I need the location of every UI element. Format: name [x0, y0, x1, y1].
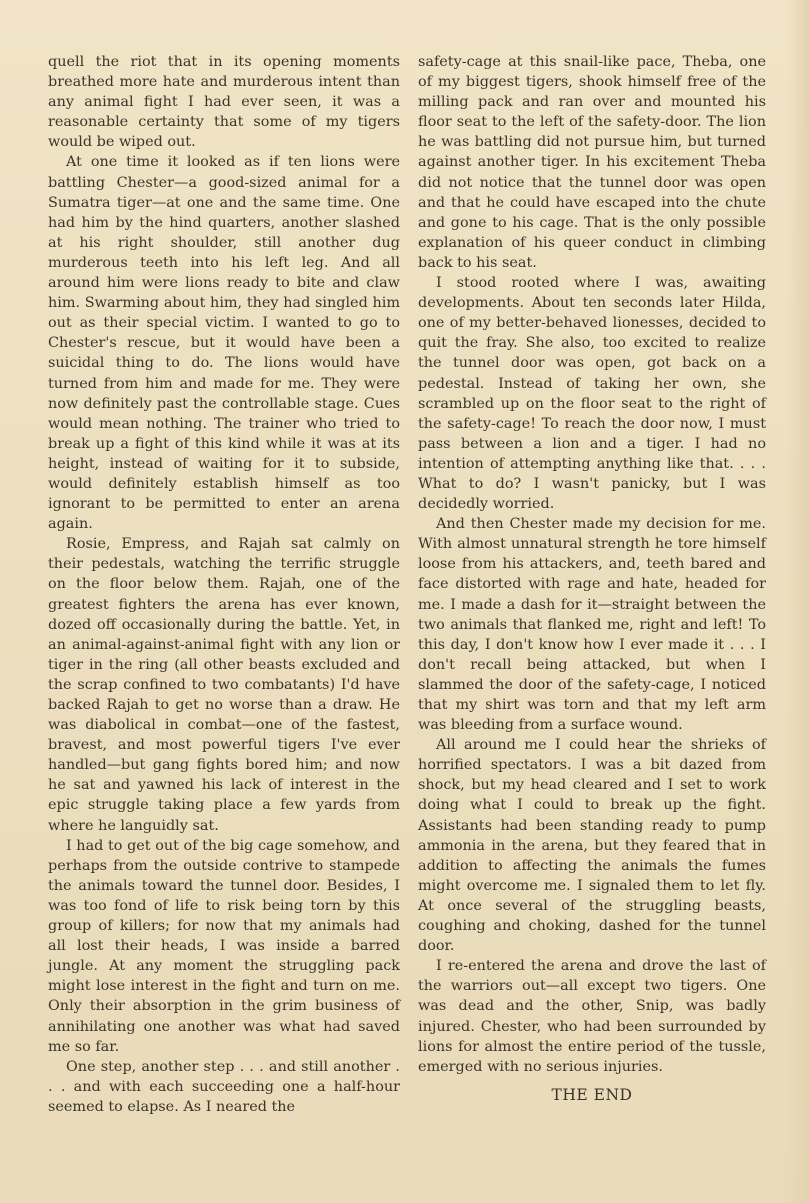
paragraph: safety-cage at this snail-like pace, Theba, one of my biggest tigers, shook himself free of the milling pack and ran over and mounted his floor seat to the left of the safety-door. The lion he was battling did not pursue him, but turned against another tiger. In his excitement Theba did not notice that the tunnel door was open and that he could have escaped into the chute and gone to his cage. That is the only possible explanation of his queer conduct in climbing back to his seat. [418, 54, 766, 271]
paragraph: At one time it looked as if ten lions were battling Chester—a good-sized animal for a Sumatra tiger—at one and the same time. One had him by the hind quarters, another slashed at his right shoulder, still another dug murderous teeth into his left leg. And all around him were lions ready to bite and claw him. Swarming about him, they had singled him out as their special victim. I wanted to go to Chester's rescue, but it would have been a suicidal thing to do. The lions would have turned from him and made for me. They were now definitely past the controllable stage. Cues would mean nothing. The trainer who tried to break up a fight of this kind while it was at its height, instead of waiting for it to subside, would definitely establish himself as too ignorant to be permitted to enter an arena again. [48, 154, 400, 533]
page-edge [787, 0, 809, 1203]
paragraph: I re-entered the arena and drove the last of the warriors out—all except two tigers. One was dead and the other, Snip, was badly injured. Chester, who had been surrounded by lions for almost the entire period of the tussle, emerged with no serious injuries. [418, 958, 766, 1075]
paragraph: I had to get out of the big cage somehow, and perhaps from the outside contrive to stampede the animals toward the tunnel door. Besides, I was too fond of life to risk being torn by this group of killers; for now that my animals had all lost their heads, I was inside a barred jungle. At any moment the struggling pack might lose interest in the fight and turn on me. Only their absorption in the grim business of annihilating one another was what had saved me so far. [48, 837, 400, 1055]
paragraph: quell the riot that in its opening moments breathed more hate and murderous intent than any animal fight I had ever seen, it was a reasonable certainty that some of my tigers would be wiped out. [48, 54, 400, 151]
right-column [418, 52, 766, 1105]
paragraph: And then Chester made my decision for me. With almost unnatural strength he tore himself loose from his attackers, and, teeth bared and face distorted with rage and hate, headed for me. I made a dash for it—straight between the two animals that flanked me, right and left! To this day, I don't know how I ever made it . . . I don't recall being attacked, but when I slammed the door of the safety-cage, I noticed that my shirt was torn and that my left arm was bleeding from a surface wound. [418, 516, 766, 734]
left-column [48, 52, 400, 1117]
paragraph: All around me I could hear the shrieks of horrified spectators. I was a bit dazed from shock, but my head cleared and I set to work doing what I could to break up the fight. Assistants had been standing ready to pump ammonia in the arena, but they feared that in addition to affecting the animals the fumes might overcome me. I signaled them to let fly. At once several of the struggling beasts, coughing and choking, dashed for the tunnel door. [418, 737, 766, 955]
paragraph: One step, another step . . . and still another . . . and with each succeeding one a half-hour seemed to elapse. As I neared the [48, 1058, 400, 1115]
paragraph: I stood rooted where I was, awaiting developments. About ten seconds later Hilda, one of my better-behaved lionesses, decided to quit the fray. She also, too excited to realize the tunnel door was open, got back on a pedestal. Instead of taking her own, she scrambled up on the floor seat to the right of the safety-cage! To reach the door now, I must pass between a lion and a tiger. I had no intention of attempting anything like that. . . . What to do? I wasn't panicky, but I was decidedly worried. [418, 275, 766, 513]
the-end-label: THE END [551, 1085, 633, 1104]
paragraph: Rosie, Empress, and Rajah sat calmly on their pedestals, watching the terrific struggle on the floor below them. Rajah, one of the greatest fighters the arena has ever known, dozed off occasionally during the battle. Yet, in an animal-against-animal fight with any lion or tiger in the ring (all other beasts excluded and the scrap confined to two combatants) I'd have backed Rajah to get no worse than a draw. He was diabolical in combat—one of the fastest, bravest, and most powerful tigers I've ever handled—but gang fights bored him; and now he sat and yawned his lack of interest in the epic struggle taking place a few yards from where he languidly sat. [48, 536, 400, 834]
